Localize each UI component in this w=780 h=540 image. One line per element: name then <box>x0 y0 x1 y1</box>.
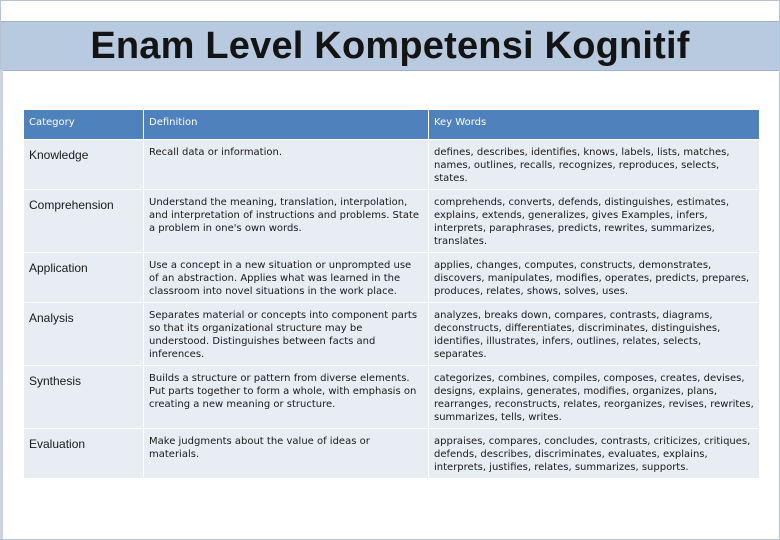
left-border-rule <box>0 70 3 539</box>
table-row <box>24 303 760 366</box>
definition-cell: Builds a structure or pattern from diverse elements. Put parts together to form a whole, with emphasis on creating a new meaning or structure. <box>144 366 429 429</box>
keywords-cell: analyzes, breaks down, compares, contrasts, diagrams, deconstructs, differentiates, discriminates, distinguishes, identifies, illustrates, infers, outlines, relates, selects, separates. <box>429 303 760 366</box>
header-category: Category <box>24 110 144 140</box>
table-row <box>24 253 760 303</box>
table-row <box>24 190 760 253</box>
category-cell: Synthesis <box>24 366 144 429</box>
category-cell: Evaluation <box>24 429 144 479</box>
category-cell: Analysis <box>24 303 144 366</box>
keywords-cell: appraises, compares, concludes, contrasts, criticizes, critiques, defends, describes, discriminates, evaluates, explains, interprets, justifies, relates, summarizes, supports. <box>429 429 760 479</box>
keywords-cell: defines, describes, identifies, knows, labels, lists, matches, names, outlines, recalls, recognizes, reproduces, selects, states. <box>429 140 760 190</box>
table-row <box>24 429 760 479</box>
header-key-words: Key Words <box>429 110 760 140</box>
table-header-row <box>24 110 760 140</box>
definition-cell: Understand the meaning, translation, interpolation, and interpretation of instructions and problems. State a problem in one's own words. <box>144 190 429 253</box>
keywords-cell: applies, changes, computes, constructs, demonstrates, discovers, manipulates, modifies, operates, predicts, prepares, produces, relates, shows, solves, uses. <box>429 253 760 303</box>
cognitive-levels-table <box>23 109 760 479</box>
keywords-cell: comprehends, converts, defends, distinguishes, estimates, explains, extends, generalizes, gives Examples, infers, interprets, paraphrases, predicts, rewrites, summarizes, translates. <box>429 190 760 253</box>
category-cell: Comprehension <box>24 190 144 253</box>
category-cell: Knowledge <box>24 140 144 190</box>
table-row <box>24 366 760 429</box>
category-cell: Application <box>24 253 144 303</box>
definition-cell: Recall data or information. <box>144 140 429 190</box>
definition-cell: Use a concept in a new situation or unprompted use of an abstraction. Applies what was learned in the classroom into novel situations in the work place. <box>144 253 429 303</box>
header-definition: Definition <box>144 110 429 140</box>
slide-title: Enam Level Kompetensi Kognitif <box>90 25 690 67</box>
definition-cell: Separates material or concepts into component parts so that its organizational structure may be understood. Distinguishes between facts and inferences. <box>144 303 429 366</box>
keywords-cell: categorizes, combines, compiles, composes, creates, devises, designs, explains, generates, modifies, organizes, plans, rearranges, reconstructs, relates, reorganizes, revises, rewrites, summarizes, tells, writes. <box>429 366 760 429</box>
definition-cell: Make judgments about the value of ideas or materials. <box>144 429 429 479</box>
table-row <box>24 140 760 190</box>
